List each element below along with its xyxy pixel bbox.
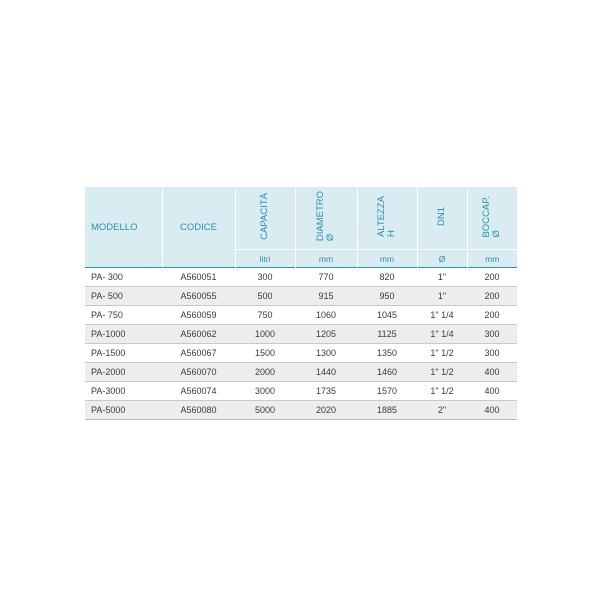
cell-codice: A560067 bbox=[162, 344, 235, 363]
cell-altezza: 1125 bbox=[357, 325, 417, 344]
cell-codice: A560055 bbox=[162, 287, 235, 306]
cell-modello: PA- 750 bbox=[85, 306, 162, 325]
cell-boccap: 400 bbox=[467, 401, 517, 420]
cell-altezza: 1885 bbox=[357, 401, 417, 420]
cell-diametro: 1440 bbox=[295, 363, 357, 382]
cell-codice: A560070 bbox=[162, 363, 235, 382]
cell-dn1: 1" 1/4 bbox=[417, 306, 467, 325]
cell-dn1: 1" 1/2 bbox=[417, 363, 467, 382]
cell-boccap: 200 bbox=[467, 268, 517, 287]
cell-diametro: 1205 bbox=[295, 325, 357, 344]
cell-modello: PA-1500 bbox=[85, 344, 162, 363]
cell-diametro: 770 bbox=[295, 268, 357, 287]
unit-diametro: mm bbox=[295, 250, 357, 268]
table-header bbox=[85, 187, 517, 268]
table-body bbox=[85, 268, 517, 420]
header-altezza-cell bbox=[357, 187, 417, 250]
cell-capacita: 5000 bbox=[235, 401, 295, 420]
unit-dn1: Ø bbox=[417, 250, 467, 268]
table-row bbox=[85, 344, 517, 363]
cell-diametro: 2020 bbox=[295, 401, 357, 420]
table-row bbox=[85, 382, 517, 401]
cell-boccap: 400 bbox=[467, 363, 517, 382]
cell-modello: PA- 300 bbox=[85, 268, 162, 287]
header-dn1-cell bbox=[417, 187, 467, 250]
cell-capacita: 2000 bbox=[235, 363, 295, 382]
spec-table bbox=[85, 187, 517, 420]
table-row bbox=[85, 268, 517, 287]
cell-boccap: 200 bbox=[467, 287, 517, 306]
header-capacita: CAPACITÀ bbox=[259, 193, 271, 240]
cell-diametro: 1735 bbox=[295, 382, 357, 401]
cell-codice: A560051 bbox=[162, 268, 235, 287]
header-altezza: ALTEZZA H bbox=[376, 196, 397, 237]
unit-boccap: mm bbox=[467, 250, 517, 268]
cell-modello: PA-5000 bbox=[85, 401, 162, 420]
cell-boccap: 400 bbox=[467, 382, 517, 401]
header-boccap-cell bbox=[467, 187, 517, 250]
cell-codice: A560080 bbox=[162, 401, 235, 420]
cell-dn1: 1" 1/4 bbox=[417, 325, 467, 344]
table-row bbox=[85, 287, 517, 306]
cell-capacita: 3000 bbox=[235, 382, 295, 401]
table-row bbox=[85, 363, 517, 382]
cell-dn1: 1" bbox=[417, 287, 467, 306]
cell-boccap: 300 bbox=[467, 344, 517, 363]
cell-dn1: 1" 1/2 bbox=[417, 344, 467, 363]
header-diametro: DIAMETRO Ø bbox=[315, 191, 336, 242]
cell-modello: PA- 500 bbox=[85, 287, 162, 306]
cell-altezza: 950 bbox=[357, 287, 417, 306]
cell-diametro: 1060 bbox=[295, 306, 357, 325]
cell-dn1: 2" bbox=[417, 401, 467, 420]
cell-dn1: 1" bbox=[417, 268, 467, 287]
cell-altezza: 1460 bbox=[357, 363, 417, 382]
cell-capacita: 1000 bbox=[235, 325, 295, 344]
header-dn1: DN1 bbox=[436, 206, 448, 226]
cell-codice: A560074 bbox=[162, 382, 235, 401]
cell-altezza: 1045 bbox=[357, 306, 417, 325]
cell-capacita: 1500 bbox=[235, 344, 295, 363]
cell-modello: PA-2000 bbox=[85, 363, 162, 382]
cell-diametro: 915 bbox=[295, 287, 357, 306]
header-modello: MODELLO bbox=[85, 187, 162, 268]
cell-diametro: 1300 bbox=[295, 344, 357, 363]
cell-codice: A560062 bbox=[162, 325, 235, 344]
header-capacita-cell bbox=[235, 187, 295, 250]
header-diametro-cell bbox=[295, 187, 357, 250]
cell-boccap: 200 bbox=[467, 306, 517, 325]
cell-capacita: 300 bbox=[235, 268, 295, 287]
cell-modello: PA-1000 bbox=[85, 325, 162, 344]
table-row bbox=[85, 325, 517, 344]
cell-boccap: 300 bbox=[467, 325, 517, 344]
header-row bbox=[85, 187, 517, 250]
cell-capacita: 750 bbox=[235, 306, 295, 325]
cell-dn1: 1" 1/2 bbox=[417, 382, 467, 401]
cell-capacita: 500 bbox=[235, 287, 295, 306]
cell-modello: PA-3000 bbox=[85, 382, 162, 401]
cell-altezza: 1570 bbox=[357, 382, 417, 401]
table-row bbox=[85, 306, 517, 325]
header-boccap: BOCCAP. Ø bbox=[481, 195, 503, 238]
cell-codice: A560059 bbox=[162, 306, 235, 325]
unit-altezza: mm bbox=[357, 250, 417, 268]
header-codice: CODICE bbox=[162, 187, 235, 268]
cell-altezza: 820 bbox=[357, 268, 417, 287]
table-row bbox=[85, 401, 517, 420]
cell-altezza: 1350 bbox=[357, 344, 417, 363]
unit-capacita: litri bbox=[235, 250, 295, 268]
